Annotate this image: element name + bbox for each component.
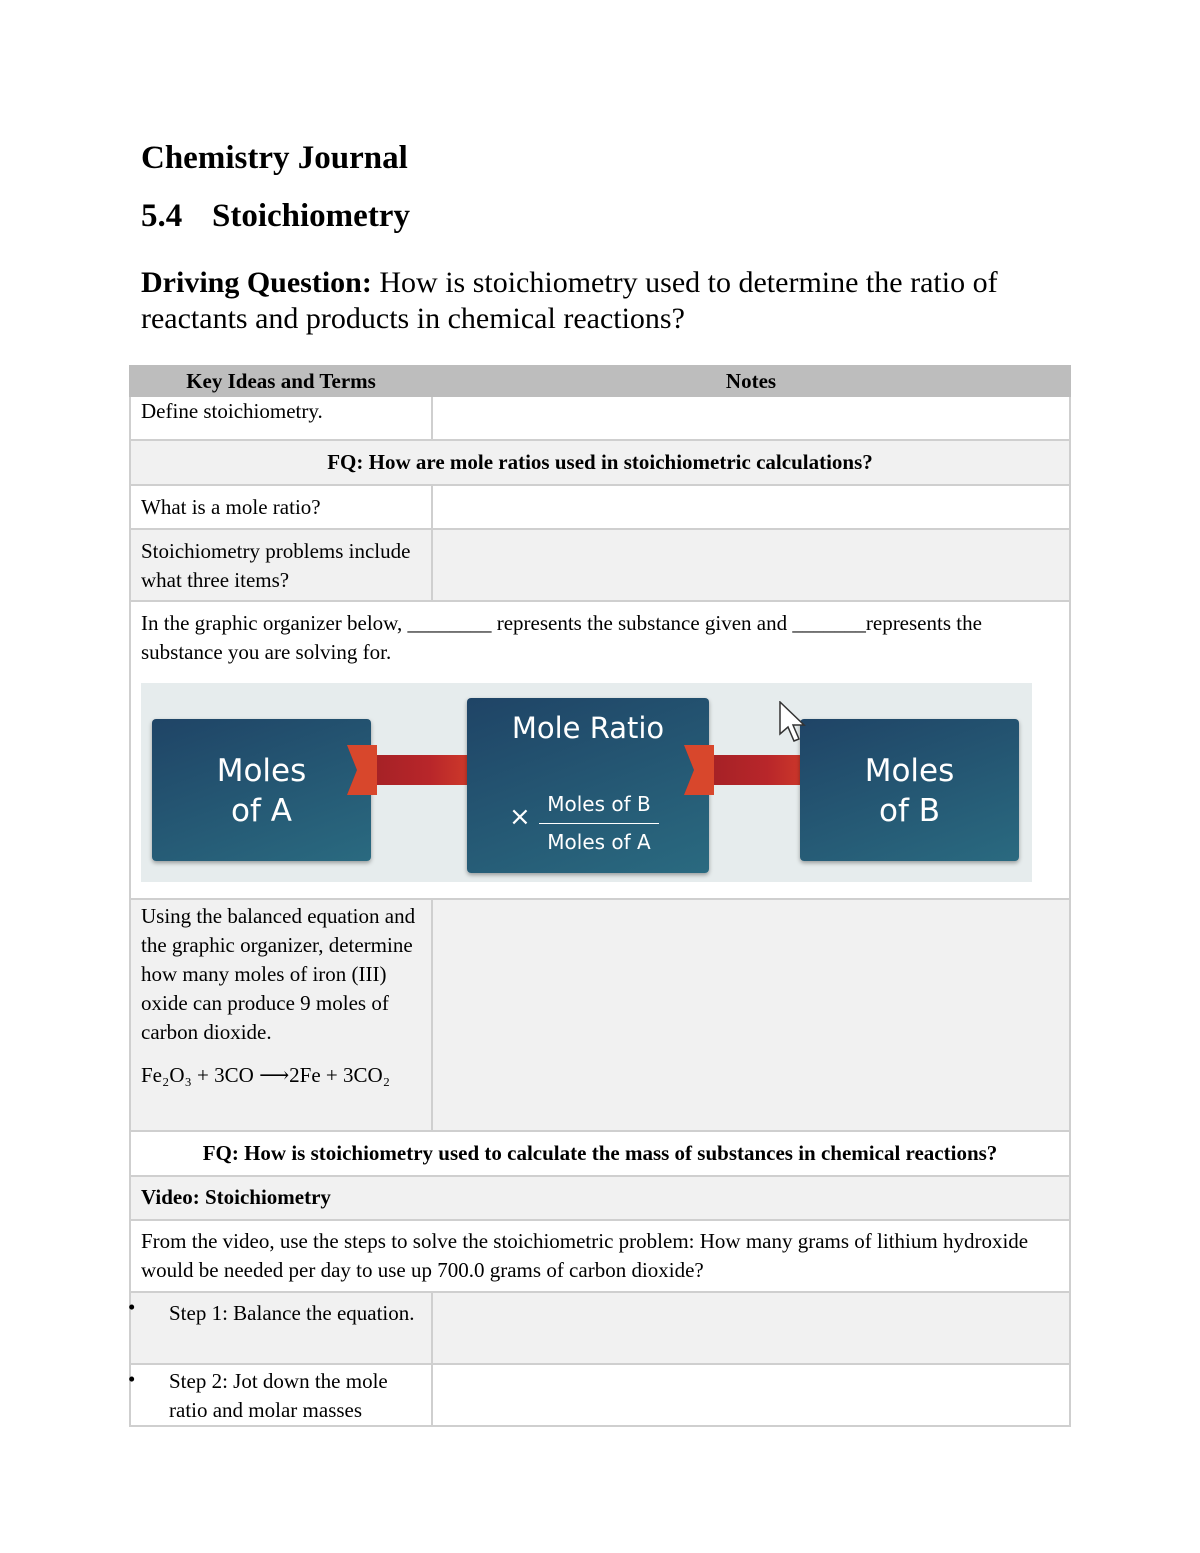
balanced-equation: Fe₂O₃ + 3CO ⟶2Fe + 3CO₂ bbox=[141, 1063, 391, 1087]
focus-question-row bbox=[130, 1131, 1070, 1176]
notes-cell-three-items[interactable] bbox=[432, 529, 1070, 601]
three-items-prompt: Stoichiometry problems include what three items? bbox=[130, 529, 432, 601]
mole-ratio-fraction bbox=[539, 790, 659, 857]
video-problem: From the video, use the steps to solve the stoichiometric problem: How many grams of lithium hydroxide would be needed per day to use up 700.0 grams of carbon dioxide? bbox=[130, 1220, 1070, 1292]
section-number: 5.4 bbox=[141, 198, 183, 234]
table-row bbox=[130, 1292, 1070, 1364]
step-2-label: Step 2: Jot down the mole ratio and molar masses bbox=[169, 1369, 388, 1422]
multiply-icon: × bbox=[509, 802, 531, 832]
moles-of-a-line1: Moles bbox=[216, 753, 307, 789]
driving-question bbox=[141, 265, 1071, 337]
define-prompt: Define stoichiometry. bbox=[130, 396, 432, 440]
video-row bbox=[130, 1176, 1070, 1220]
mole-ratio-box bbox=[467, 698, 709, 873]
notes-cell-define[interactable] bbox=[432, 396, 1070, 440]
mouse-pointer-icon bbox=[779, 701, 807, 743]
notes-cell-iron-oxide[interactable] bbox=[432, 899, 1070, 1131]
notes-cell-step-1[interactable] bbox=[432, 1292, 1070, 1364]
arrow-right-icon bbox=[347, 745, 487, 795]
bullet-icon: • bbox=[128, 1367, 136, 1391]
section-title bbox=[141, 198, 410, 235]
table-row bbox=[130, 1364, 1070, 1426]
moles-of-b-line1: Moles bbox=[864, 753, 955, 789]
page-title: Chemistry Journal bbox=[141, 140, 408, 176]
moles-of-b-line2: of B bbox=[878, 793, 940, 829]
bullet-icon: • bbox=[128, 1295, 136, 1319]
moles-of-a-line2: of A bbox=[231, 793, 292, 829]
step-1-label: Step 1: Balance the equation. bbox=[169, 1301, 415, 1325]
notes-cell-mole-ratio[interactable] bbox=[432, 485, 1070, 529]
video-label: Video: Stoichiometry bbox=[130, 1176, 1070, 1220]
col-header-key-ideas: Key Ideas and Terms bbox=[130, 366, 432, 396]
organizer-prompt: In the graphic organizer below, ________ represents the substance given and _______represents the substance you are solving for. bbox=[141, 611, 982, 664]
mole-ratio-prompt: What is a mole ratio? bbox=[130, 485, 432, 529]
mole-ratio-title: Mole Ratio bbox=[511, 711, 665, 745]
section-name: Stoichiometry bbox=[212, 198, 410, 234]
notes-cell-step-2[interactable] bbox=[432, 1364, 1070, 1426]
focus-question-1: FQ: How are mole ratios used in stoichiometric calculations? bbox=[130, 440, 1070, 485]
moles-of-b-box bbox=[800, 719, 1019, 861]
fraction-denominator: Moles of A bbox=[547, 830, 651, 854]
focus-question-row bbox=[130, 440, 1070, 485]
journal-table bbox=[129, 365, 1071, 1427]
table-header-row bbox=[130, 366, 1070, 396]
table-row bbox=[130, 485, 1070, 529]
col-header-notes: Notes bbox=[432, 366, 1070, 396]
moles-of-a-box bbox=[152, 719, 371, 861]
graphic-organizer bbox=[141, 683, 1032, 882]
driving-question-label: Driving Question: bbox=[141, 266, 372, 299]
organizer-row bbox=[130, 601, 1070, 899]
table-row bbox=[130, 529, 1070, 601]
fraction-numerator: Moles of B bbox=[539, 790, 659, 824]
table-row bbox=[130, 1220, 1070, 1292]
table-row bbox=[130, 396, 1070, 440]
table-row bbox=[130, 899, 1070, 1131]
iron-oxide-prompt: Using the balanced equation and the graphic organizer, determine how many moles of iron (III) oxide can produce 9 moles of carbon dioxide. bbox=[141, 904, 416, 1044]
focus-question-2: FQ: How is stoichiometry used to calculate the mass of substances in chemical reactions? bbox=[130, 1131, 1070, 1176]
driving-question-text: How is stoichiometry used to determine the ratio of reactants and products in chemical reactions? bbox=[141, 266, 998, 335]
